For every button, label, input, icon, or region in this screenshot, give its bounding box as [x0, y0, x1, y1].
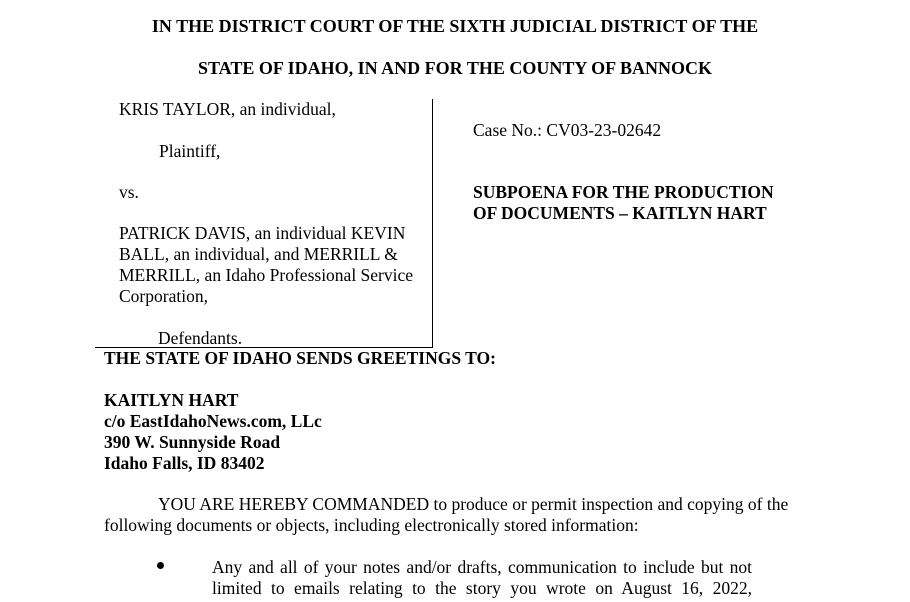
item-line-1: Any and all of your notes and/or drafts, communication to include but not [212, 557, 752, 577]
defendants-line: BALL, an individual, and MERRILL & [119, 244, 398, 264]
defendants-line: MERRILL, an Idaho Professional Service [119, 265, 414, 285]
recipient-line: KAITLYN HART [104, 390, 239, 410]
greeting-heading: THE STATE OF IDAHO SENDS GREETINGS TO: [104, 348, 496, 368]
recipient-line: 390 W. Sunnyside Road [104, 432, 281, 452]
defendants-line: PATRICK DAVIS, an individual KEVIN [119, 223, 406, 243]
court-heading-line-1: IN THE DISTRICT COURT OF THE SIXTH JUDICIAL DISTRICT OF THE [151, 16, 759, 36]
recipient-line: Idaho Falls, ID 83402 [104, 453, 265, 473]
court-heading-line-2: STATE OF IDAHO, IN AND FOR THE COUNTY OF BANNOCK [197, 58, 713, 78]
command-line-2: following documents or objects, including electronically stored information: [104, 515, 639, 535]
command-line-1: YOU ARE HEREBY COMMANDED to produce or permit inspection and copying of the [158, 494, 789, 514]
plaintiff-name: KRIS TAYLOR, an individual, [119, 99, 336, 119]
versus-label: vs. [119, 182, 139, 202]
subpoena-title-line: OF DOCUMENTS – KAITLYN HART [473, 203, 767, 223]
recipient-line: c/o EastIdahoNews.com, LLc [104, 411, 322, 431]
subpoena-title-line: SUBPOENA FOR THE PRODUCTION [473, 182, 774, 202]
defendants-line: Corporation, [119, 286, 208, 306]
case-number: Case No.: CV03-23-02642 [473, 120, 662, 140]
defendants-role: Defendants. [158, 328, 243, 348]
caption-vertical-rule [432, 99, 433, 347]
item-line [212, 557, 752, 599]
bullet-icon [157, 562, 164, 569]
plaintiff-role: Plaintiff, [159, 141, 221, 161]
item-line-2: limited to emails relating to the story you wrote on August 16, 2022, [212, 578, 752, 598]
